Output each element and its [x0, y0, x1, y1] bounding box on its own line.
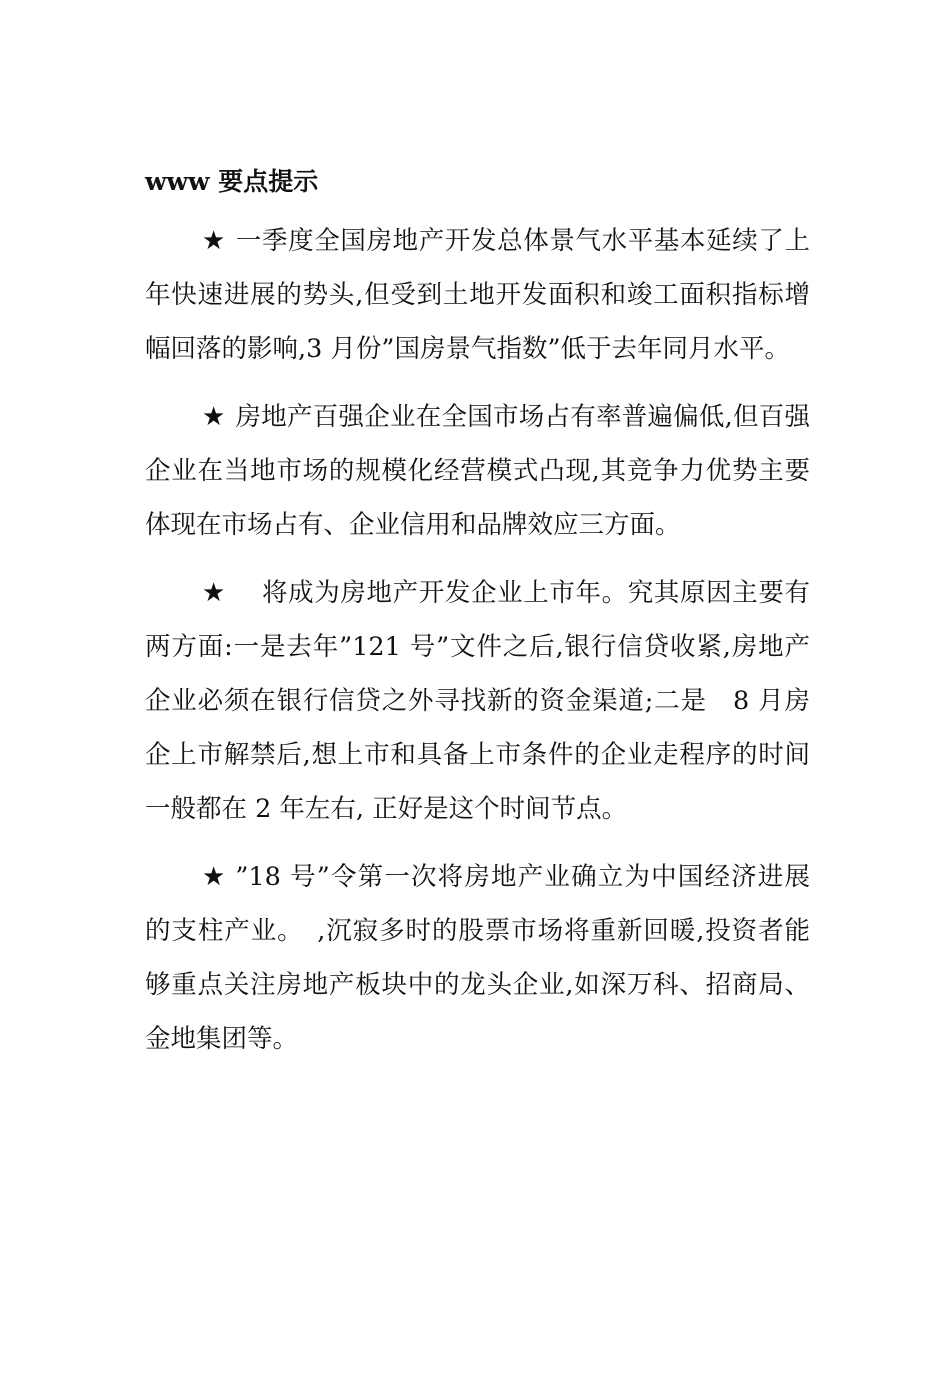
star-icon: ★ — [202, 578, 226, 608]
bullet-paragraph-4 — [145, 850, 810, 1066]
bullet-text: 将成为房地产开发企业上市年。究其原因主要有两方面:一是去年”121 号”文件之后,银行信贷收紧,房地产企业必须在银行信贷之外寻找新的资金渠道;二是 8 月房企上市解禁后,想上市和具备上市条件的企业走程序的时间一般都在 2 年左右, 正好是这个时间节点。 — [145, 578, 810, 824]
star-icon: ★ — [202, 402, 226, 432]
star-icon: ★ — [202, 226, 226, 256]
section-heading: www 要点提示 — [145, 167, 319, 196]
bullet-paragraph-2 — [145, 390, 810, 552]
bullet-text: 房地产百强企业在全国市场占有率普遍偏低,但百强企业在当地市场的规模化经营模式凸现,其竞争力优势主要体现在市场占有、企业信用和品牌效应三方面。 — [145, 402, 810, 540]
document-body — [145, 160, 810, 1080]
bullet-text: ”18 号”令第一次将房地产业确立为中国经济进展的支柱产业。 ,沉寂多时的股票市场将重新回暖,投资者能够重点关注房地产板块中的龙头企业,如深万科、招商局、金地集团等。 — [145, 862, 810, 1054]
star-icon: ★ — [202, 862, 226, 892]
bullet-paragraph-3 — [145, 566, 810, 836]
bullet-paragraph-1 — [145, 214, 810, 376]
bullet-text: 一季度全国房地产开发总体景气水平基本延续了上年快速进展的势头,但受到土地开发面积和竣工面积指标增幅回落的影响,3 月份”国房景气指数”低于去年同月水平。 — [145, 226, 810, 364]
